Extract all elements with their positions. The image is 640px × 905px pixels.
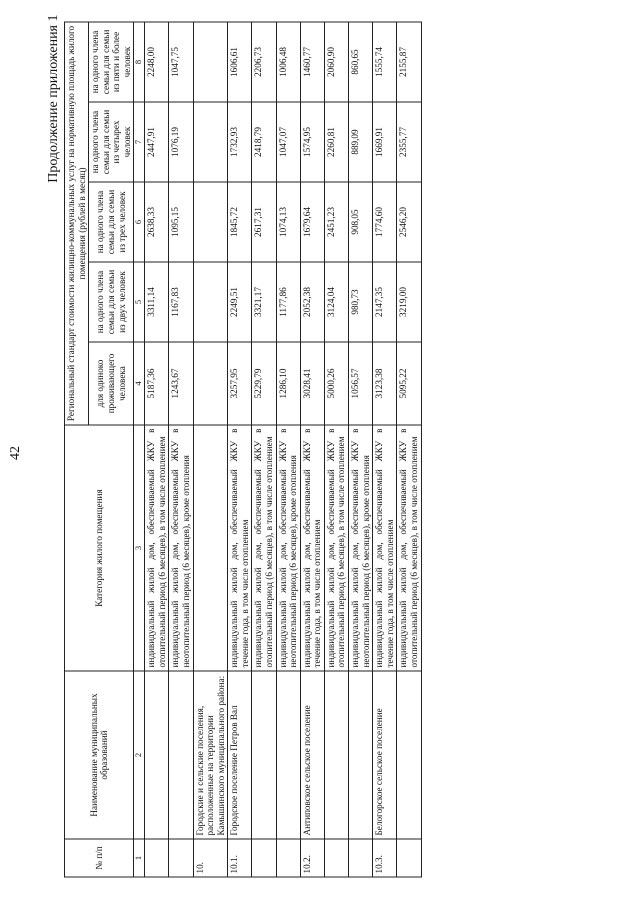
municipality-name: Антиповское сельское поселение (300, 671, 324, 839)
housing-category: индивидуальный жилой дом, обеспечиваемый ЖКУ в течение года, в том числе отоплением (300, 425, 324, 671)
column-index: 6 (134, 182, 145, 262)
value-family-2: 2147,35 (373, 262, 397, 342)
row-number: 10.1. (228, 839, 252, 877)
value-family-4: 1669,91 (373, 102, 397, 182)
header-family-3: на одного члена семьи для семьи из трех человек (89, 182, 134, 262)
value-family-5plus: 1555,74 (373, 21, 397, 101)
value-family-4: 1732,93 (228, 102, 252, 182)
column-index: 8 (134, 21, 145, 101)
value-family-2: 3311,14 (145, 262, 169, 342)
value-single: 3257,95 (228, 342, 252, 425)
municipality-name (349, 671, 373, 839)
value-family-3 (193, 182, 228, 262)
row-number (276, 839, 300, 877)
housing-category: индивидуальный жилой дом, обеспечиваемый ЖКУ в неотопительный период (6 месяцев), кроме отопления (169, 425, 193, 671)
municipality-name (397, 671, 421, 839)
row-number (349, 839, 373, 877)
municipality-name (169, 671, 193, 839)
value-family-3: 908,05 (349, 182, 373, 262)
row-number: 10.3. (373, 839, 397, 877)
header-municipality: Наименование муниципальных образований (65, 671, 134, 839)
municipality-name (145, 671, 169, 839)
table-row (145, 21, 169, 876)
value-family-4: 1574,95 (300, 102, 324, 182)
header-single: для одиноко проживающего человека (89, 342, 134, 425)
value-family-5plus: 2155,87 (397, 21, 421, 101)
header-number: № п/п (65, 839, 134, 877)
table-row (252, 21, 276, 876)
value-family-3: 2546,20 (397, 182, 421, 262)
row-number: 10.2. (300, 839, 324, 877)
table-row (349, 21, 373, 876)
value-family-5plus: 2206,73 (252, 21, 276, 101)
table-row (300, 21, 324, 876)
municipality-name (324, 671, 348, 839)
value-single: 5000,26 (324, 342, 348, 425)
column-index-row (134, 21, 145, 876)
appendix-label: Продолжение приложения 1 (46, 14, 61, 183)
table-row (324, 21, 348, 876)
housing-category: индивидуальный жилой дом, обеспечиваемый ЖКУ в неотопительный период (6 месяцев), кроме отопления (349, 425, 373, 671)
housing-category: индивидуальный жилой дом, обеспечиваемый ЖКУ в отопительный период (6 месяцев), в том числе отоплением (252, 425, 276, 671)
table-row (228, 21, 252, 876)
value-family-3: 1774,60 (373, 182, 397, 262)
value-family-3: 2638,33 (145, 182, 169, 262)
municipality-name: Городское поселение Петров Вал (228, 671, 252, 839)
table-row (397, 21, 421, 876)
value-family-5plus: 1606,61 (228, 21, 252, 101)
value-single: 1286,10 (276, 342, 300, 425)
value-family-5plus: 1047,75 (169, 21, 193, 101)
value-family-3: 1095,15 (169, 182, 193, 262)
value-family-2: 3219,00 (397, 262, 421, 342)
housing-category: индивидуальный жилой дом, обеспечиваемый ЖКУ в отопительный период (6 месяцев), в том числе отоплением (397, 425, 421, 671)
column-index: 2 (134, 671, 145, 839)
value-family-4: 2260,81 (324, 102, 348, 182)
page-number: 42 (8, 445, 23, 460)
value-single: 1056,57 (349, 342, 373, 425)
value-family-2: 980,73 (349, 262, 373, 342)
value-family-2: 1177,86 (276, 262, 300, 342)
housing-category: индивидуальный жилой дом, обеспечиваемый ЖКУ в течение года, в том числе отоплением (373, 425, 397, 671)
housing-category: индивидуальный жилой дом, обеспечиваемый ЖКУ в отопительный период (6 месяцев), в том числе отоплением (324, 425, 348, 671)
value-single: 5229,79 (252, 342, 276, 425)
value-family-3: 1074,13 (276, 182, 300, 262)
value-family-3: 2617,31 (252, 182, 276, 262)
header-family-2: на одного члена семьи для семьи из двух человек (89, 262, 134, 342)
value-single: 3028,41 (300, 342, 324, 425)
value-family-5plus: 860,65 (349, 21, 373, 101)
column-index: 7 (134, 102, 145, 182)
table-row (169, 21, 193, 876)
value-family-4: 1047,07 (276, 102, 300, 182)
value-family-2 (193, 262, 228, 342)
value-family-2: 2052,38 (300, 262, 324, 342)
value-single (193, 342, 228, 425)
header-regional-standard: Региональный стандарт стоимости жилищно-коммунальных услуг на нормативную площадь жилого помещения (рублей в месяц) (65, 21, 89, 424)
header-family-5plus: на одного члена семьи для семьи из пяти и более человек (89, 21, 134, 101)
value-family-4: 2418,79 (252, 102, 276, 182)
value-single: 5187,36 (145, 342, 169, 425)
row-number (397, 839, 421, 877)
table-row (193, 21, 228, 876)
value-single: 1243,67 (169, 342, 193, 425)
municipality-name: Городские и сельские поселения, расположенные на территории Камышинского муниципального района: (193, 671, 228, 839)
value-family-3: 1679,64 (300, 182, 324, 262)
column-index: 5 (134, 262, 145, 342)
row-number (145, 839, 169, 877)
housing-category: индивидуальный жилой дом, обеспечиваемый ЖКУ в течение года, в том числе отоплением (228, 425, 252, 671)
municipality-name (276, 671, 300, 839)
value-family-5plus (193, 21, 228, 101)
value-single: 3123,38 (373, 342, 397, 425)
value-family-3: 2451,23 (324, 182, 348, 262)
column-index: 3 (134, 425, 145, 671)
table-row (373, 21, 397, 876)
value-family-5plus: 1006,48 (276, 21, 300, 101)
row-number (324, 839, 348, 877)
value-family-4: 1076,19 (169, 102, 193, 182)
housing-category: индивидуальный жилой дом, обеспечиваемый ЖКУ в неотопительный период (6 месяцев), кроме отопления (276, 425, 300, 671)
value-family-4 (193, 102, 228, 182)
value-family-3: 1845,72 (228, 182, 252, 262)
value-family-2: 2249,51 (228, 262, 252, 342)
value-family-4: 889,09 (349, 102, 373, 182)
housing-cost-standards-table (64, 21, 422, 877)
value-family-2: 1167,83 (169, 262, 193, 342)
housing-category: индивидуальный жилой дом, обеспечиваемый ЖКУ в отопительный период (6 месяцев), в том числе отоплением (145, 425, 169, 671)
column-index: 4 (134, 342, 145, 425)
header-family-4: на одного члена семьи для семьи из четырех человек (89, 102, 134, 182)
row-number (169, 839, 193, 877)
header-category: Категория жилого помещения (65, 425, 134, 671)
table-row (276, 21, 300, 876)
value-family-5plus: 1460,77 (300, 21, 324, 101)
housing-category (193, 425, 228, 671)
column-index: 1 (134, 839, 145, 877)
row-number: 10. (193, 839, 228, 877)
value-family-4: 2355,77 (397, 102, 421, 182)
value-family-5plus: 2248,00 (145, 21, 169, 101)
value-family-2: 3321,17 (252, 262, 276, 342)
row-number (252, 839, 276, 877)
value-family-5plus: 2060,90 (324, 21, 348, 101)
value-family-2: 3124,04 (324, 262, 348, 342)
municipality-name (252, 671, 276, 839)
value-single: 5095,22 (397, 342, 421, 425)
municipality-name: Белогорское сельское поселение (373, 671, 397, 839)
value-family-4: 2447,91 (145, 102, 169, 182)
